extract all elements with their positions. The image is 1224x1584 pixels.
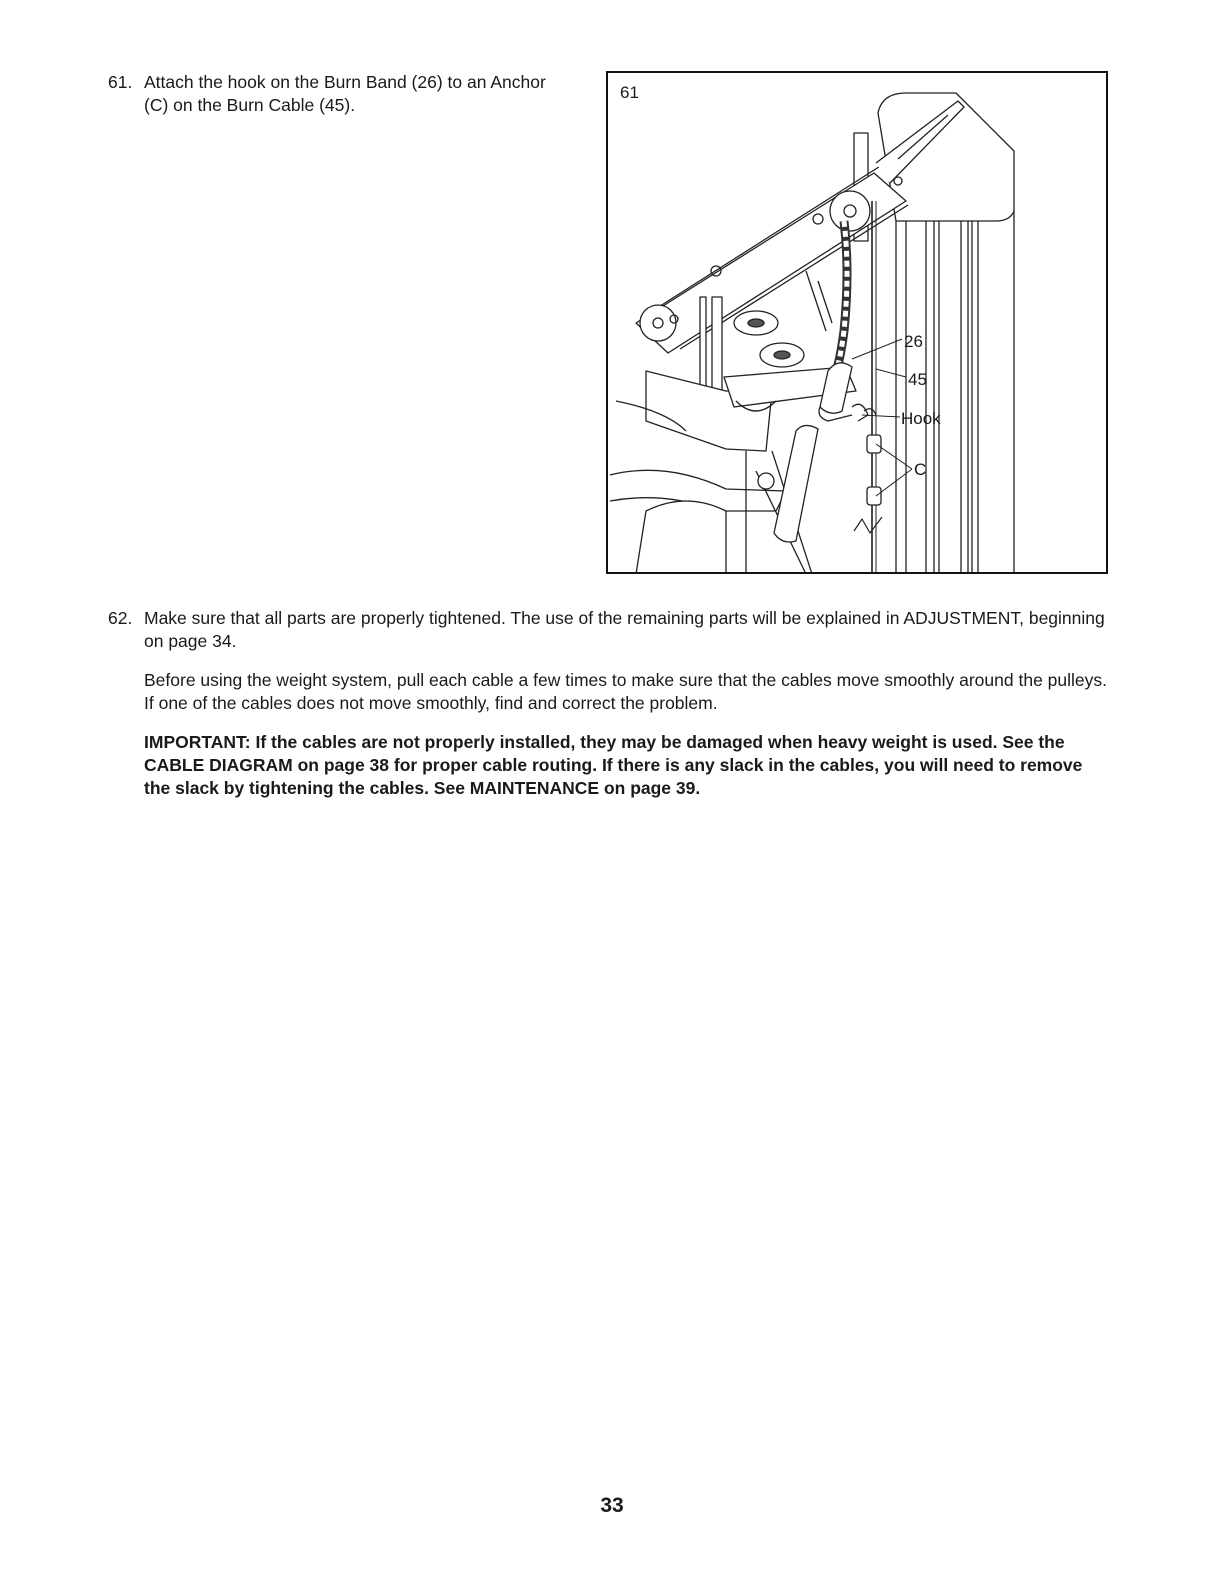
step-instruction: Make sure that all parts are properly tightened. The use of the remaining parts will be explained in ADJUSTMENT, beginning on page 34.	[144, 608, 1105, 651]
step-instruction: Attach the hook on the Burn Band (26) to an Anchor (C) on the Burn Cable (45).	[144, 72, 546, 115]
callout-45: 45	[908, 370, 927, 389]
assembly-figure-61	[606, 71, 1108, 574]
callout-anchor-c: C	[914, 460, 927, 479]
callout-hook: Hook	[901, 409, 941, 428]
step-number: 61.	[108, 72, 133, 92]
cable-check-paragraph: Before using the weight system, pull each cable a few times to make sure that the cables move smoothly around the pulleys. If one of the cables does not move smoothly, find and correct the problem.	[144, 670, 1108, 713]
anchor-c-lower	[867, 487, 881, 505]
step-61	[108, 71, 558, 117]
callout-26: 26	[904, 332, 923, 351]
figure-label: 61	[620, 83, 639, 102]
anchor-c-upper	[867, 435, 881, 453]
step-number: 62.	[108, 608, 133, 628]
important-notice: IMPORTANT: If the cables are not properly installed, they may be damaged when heavy weight is used. See the CABLE DIAGRAM on page 38 for proper cable routing. If there is any slack in the cables, you will need to remove the slack by tightening the cables. See MAINTENANCE on page 39.	[144, 732, 1083, 798]
page-number: 33	[600, 1494, 624, 1517]
step-62	[108, 607, 1108, 800]
